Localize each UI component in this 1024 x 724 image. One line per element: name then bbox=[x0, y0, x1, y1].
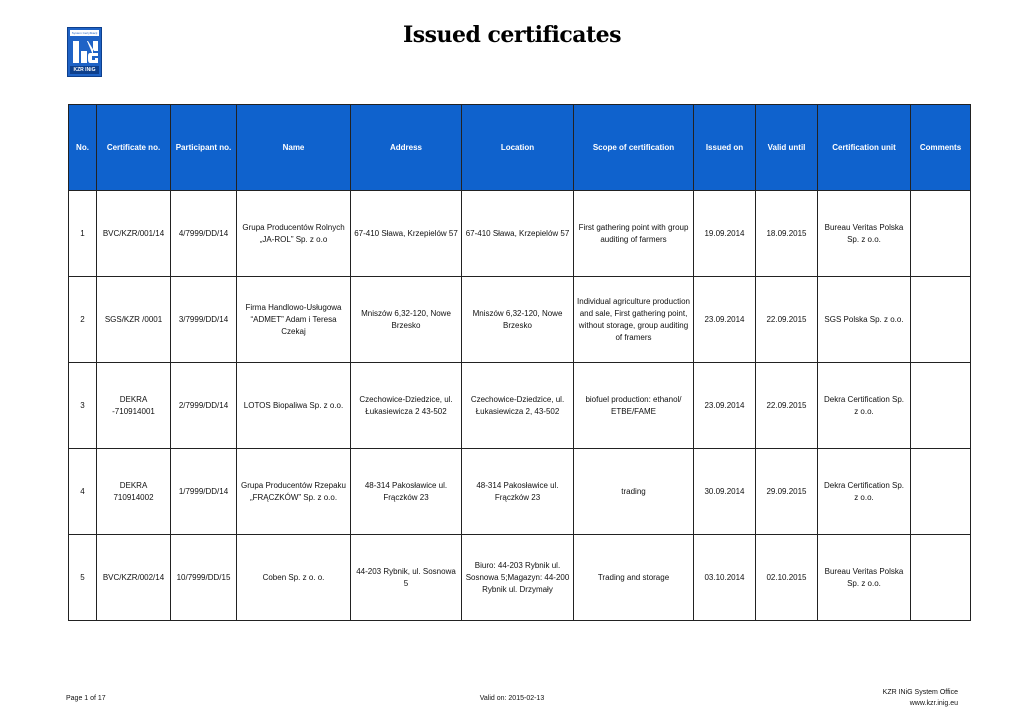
cell-participant-no: 2/7999/DD/14 bbox=[171, 363, 237, 449]
cell-certification-unit: SGS Polska Sp. z o.o. bbox=[818, 277, 911, 363]
table-row bbox=[69, 535, 971, 621]
cell-no: 4 bbox=[69, 449, 97, 535]
cell-participant-no: 10/7999/DD/15 bbox=[171, 535, 237, 621]
footer-office-info bbox=[883, 687, 958, 709]
cell-issued-on: 23.09.2014 bbox=[694, 363, 756, 449]
cell-no: 1 bbox=[69, 191, 97, 277]
page-number: Page 1 of 17 bbox=[66, 695, 106, 702]
cell-comments bbox=[911, 191, 971, 277]
column-header-address: Address bbox=[351, 105, 462, 191]
cell-address: 48-314 Pakosławice ul. Frączków 23 bbox=[351, 449, 462, 535]
table-header-row bbox=[69, 105, 971, 191]
valid-on-date: Valid on: 2015-02-13 bbox=[479, 695, 545, 702]
cell-certification-unit: Dekra Certification Sp. z o.o. bbox=[818, 363, 911, 449]
cell-name: LOTOS Biopaliwa Sp. z o.o. bbox=[237, 363, 351, 449]
column-header-issued-on: Issued on bbox=[694, 105, 756, 191]
cell-valid-until: 18.09.2015 bbox=[756, 191, 818, 277]
table-row bbox=[69, 449, 971, 535]
cell-certificate-no: DEKRA 710914002 bbox=[97, 449, 171, 535]
column-header-participant-no: Participant no. bbox=[171, 105, 237, 191]
cell-certification-unit: Bureau Veritas Polska Sp. z o.o. bbox=[818, 535, 911, 621]
logo-top-text: System Certyfikacji bbox=[71, 31, 98, 35]
table-row bbox=[69, 277, 971, 363]
cell-no: 3 bbox=[69, 363, 97, 449]
column-header-certificate-no: Certificate no. bbox=[97, 105, 171, 191]
cell-name: Grupa Producentów Rzepaku „FRĄCZKÓW” Sp. z o.o. bbox=[237, 449, 351, 535]
office-name: KZR INiG System Office bbox=[882, 689, 958, 696]
cell-certificate-no: DEKRA -710914001 bbox=[97, 363, 171, 449]
cell-certificate-no: SGS/KZR /0001 bbox=[97, 277, 171, 363]
cell-issued-on: 19.09.2014 bbox=[694, 191, 756, 277]
column-header-location: Location bbox=[462, 105, 574, 191]
cell-scope: Individual agriculture production and sale, First gathering point, without storage, group auditing of framers bbox=[574, 277, 694, 363]
cell-address: 67-410 Sława, Krzepielów 57 bbox=[351, 191, 462, 277]
cell-issued-on: 23.09.2014 bbox=[694, 277, 756, 363]
column-header-valid-until: Valid until bbox=[756, 105, 818, 191]
cell-comments bbox=[911, 449, 971, 535]
cell-valid-until: 02.10.2015 bbox=[756, 535, 818, 621]
cell-comments bbox=[911, 363, 971, 449]
cell-scope: Trading and storage bbox=[574, 535, 694, 621]
cell-name: Coben Sp. z o. o. bbox=[237, 535, 351, 621]
cell-certificate-no: BVC/KZR/002/14 bbox=[97, 535, 171, 621]
cell-scope: First gathering point with group auditing of farmers bbox=[574, 191, 694, 277]
cell-name: Firma Handlowo-Usługowa “ADMET” Adam i Teresa Czekaj bbox=[237, 277, 351, 363]
logo-bottom-text: KZR INiG bbox=[70, 66, 99, 74]
cell-location: Mniszów 6,32-120, Nowe Brzesko bbox=[462, 277, 574, 363]
cell-scope: biofuel production: ethanol/ ETBE/FAME bbox=[574, 363, 694, 449]
cell-valid-until: 29.09.2015 bbox=[756, 449, 818, 535]
cell-participant-no: 1/7999/DD/14 bbox=[171, 449, 237, 535]
cell-location: 48-314 Pakosławice ul. Frączków 23 bbox=[462, 449, 574, 535]
cell-address: Mniszów 6,32-120, Nowe Brzesko bbox=[351, 277, 462, 363]
cell-participant-no: 3/7999/DD/14 bbox=[171, 277, 237, 363]
cell-certificate-no: BVC/KZR/001/14 bbox=[97, 191, 171, 277]
cell-scope: trading bbox=[574, 449, 694, 535]
cell-comments bbox=[911, 535, 971, 621]
page-title: Issued certificates bbox=[402, 22, 622, 48]
cell-location: Czechowice-Dziedzice, ul. Łukasiewicza 2, 43-502 bbox=[462, 363, 574, 449]
cell-valid-until: 22.09.2015 bbox=[756, 363, 818, 449]
table-row bbox=[69, 363, 971, 449]
cell-certification-unit: Bureau Veritas Polska Sp. z o.o. bbox=[818, 191, 911, 277]
cell-certification-unit: Dekra Certification Sp. z o.o. bbox=[818, 449, 911, 535]
cell-name: Grupa Producentów Rolnych „JA-ROL” Sp. z o.o bbox=[237, 191, 351, 277]
cell-issued-on: 03.10.2014 bbox=[694, 535, 756, 621]
cell-participant-no: 4/7999/DD/14 bbox=[171, 191, 237, 277]
cell-no: 2 bbox=[69, 277, 97, 363]
column-header-no: No. bbox=[69, 105, 97, 191]
cell-address: Czechowice-Dziedzice, ul. Łukasiewicza 2 43-502 bbox=[351, 363, 462, 449]
cell-valid-until: 22.09.2015 bbox=[756, 277, 818, 363]
column-header-certification-unit: Certification unit bbox=[818, 105, 911, 191]
table-row bbox=[69, 191, 971, 277]
certificates-table bbox=[68, 104, 971, 621]
column-header-name: Name bbox=[237, 105, 351, 191]
column-header-scope: Scope of certification bbox=[574, 105, 694, 191]
cell-location: 67-410 Sława, Krzepielów 57 bbox=[462, 191, 574, 277]
website-link[interactable]: www.kzr.inig.eu bbox=[909, 700, 958, 707]
cell-address: 44-203 Rybnik, ul. Sosnowa 5 bbox=[351, 535, 462, 621]
column-header-comments: Comments bbox=[911, 105, 971, 191]
cell-no: 5 bbox=[69, 535, 97, 621]
cell-location: Biuro: 44-203 Rybnik ul. Sosnowa 5;Magazyn: 44-200 Rybnik ul. Drzymały bbox=[462, 535, 574, 621]
cell-issued-on: 30.09.2014 bbox=[694, 449, 756, 535]
cell-comments bbox=[911, 277, 971, 363]
